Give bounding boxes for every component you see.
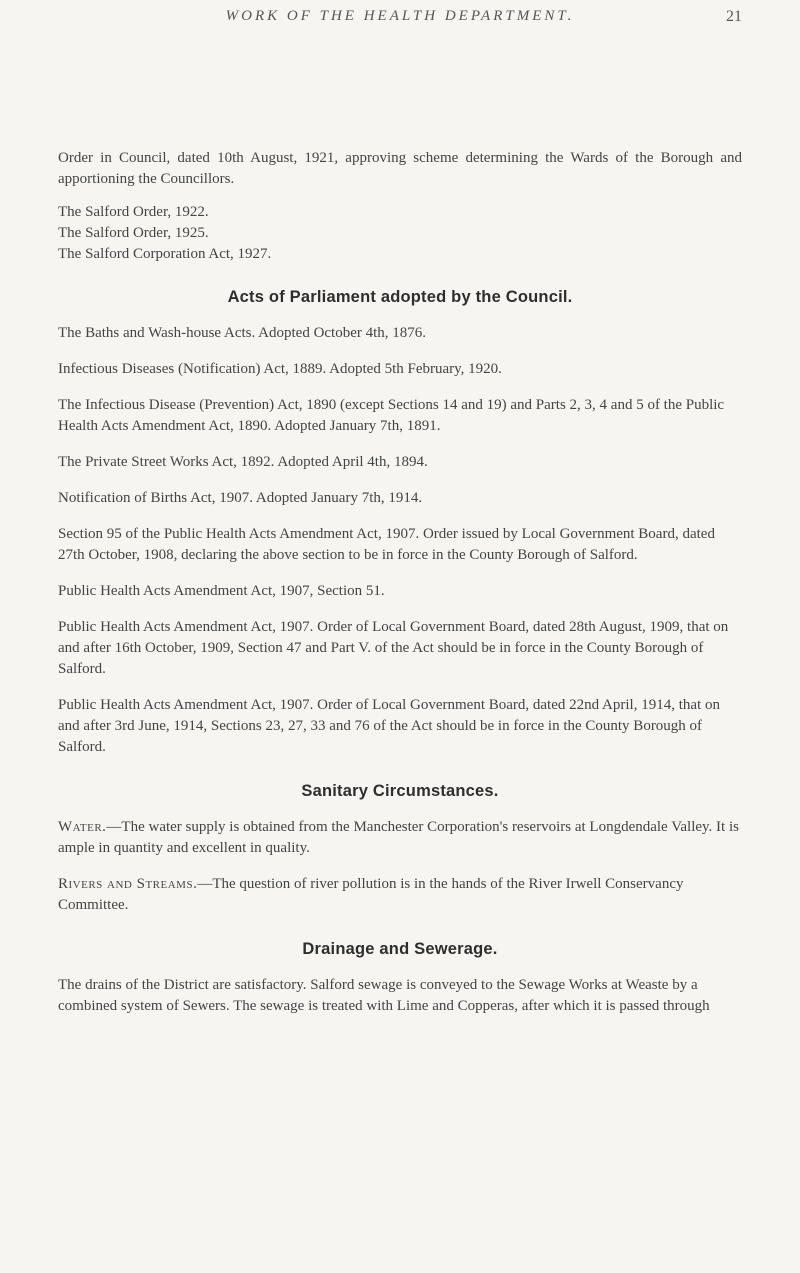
act-paragraph: The Private Street Works Act, 1892. Adopted April 4th, 1894.	[58, 454, 428, 470]
water-paragraph	[58, 817, 742, 859]
orders-list	[58, 202, 742, 265]
act-paragraph: Public Health Acts Amendment Act, 1907. Order of Local Government Board, dated 28th August, 1909, that on and after 16th October, 1909, Section 47 and Part V. of the Act should be in force in the County Borough of Salford.	[58, 619, 729, 677]
act-paragraph: Public Health Acts Amendment Act, 1907, Section 51.	[58, 583, 385, 599]
drainage-heading: Drainage and Sewerage.	[302, 940, 498, 958]
act-paragraph: The Infectious Disease (Prevention) Act, 1890 (except Sections 14 and 19) and Parts 2, 3, 4 and 5 of the Public Health Acts Amendment Act, 1890. Adopted January 7th, 1891.	[58, 397, 725, 434]
running-title: WORK OF THE HEALTH DEPARTMENT.	[225, 8, 575, 24]
rivers-text: —The question of river pollution is in the hands of the River Irwell Conservancy Committee.	[58, 876, 684, 913]
order-item: The Salford Order, 1922.	[58, 204, 209, 220]
water-text: —The water supply is obtained from the Manchester Corporation's reservoirs at Longdendale Valley. It is ample in quantity and excellent in quality.	[58, 819, 739, 856]
acts-heading: Acts of Parliament adopted by the Council.	[227, 288, 573, 306]
rivers-label: Rivers and Streams.	[58, 876, 198, 892]
body-text	[58, 148, 742, 1032]
page-number: 21	[726, 8, 742, 25]
act-paragraph: The Baths and Wash-house Acts. Adopted October 4th, 1876.	[58, 325, 427, 341]
drainage-paragraph: The drains of the District are satisfactory. Salford sewage is conveyed to the Sewage Works at Weaste by a combined system of Sewers. The sewage is treated with Lime and Copperas, after which it is passed through	[58, 977, 710, 1014]
act-paragraph: Notification of Births Act, 1907. Adopted January 7th, 1914.	[58, 490, 423, 506]
council-order-paragraph: Order in Council, dated 10th August, 1921, approving scheme determining the Wards of the Borough and apportioning the Councillors.	[58, 150, 742, 187]
act-paragraph: Public Health Acts Amendment Act, 1907. Order of Local Government Board, dated 22nd April, 1914, that on and after 3rd June, 1914, Sections 23, 27, 33 and 76 of the Act should be in force in the County Borough of Salford.	[58, 697, 720, 755]
water-label: Water.	[58, 819, 107, 835]
act-paragraph: Infectious Diseases (Notification) Act, 1889. Adopted 5th February, 1920.	[58, 361, 502, 377]
acts-list	[58, 323, 742, 758]
rivers-paragraph	[58, 874, 742, 916]
act-paragraph: Section 95 of the Public Health Acts Amendment Act, 1907. Order issued by Local Government Board, dated 27th October, 1908, declaring the above section to be in force in the County Borough of Salford.	[58, 526, 715, 563]
order-item: The Salford Order, 1925.	[58, 225, 209, 241]
running-header	[0, 8, 800, 30]
order-item: The Salford Corporation Act, 1927.	[58, 246, 272, 262]
sanitary-heading: Sanitary Circumstances.	[301, 782, 499, 800]
